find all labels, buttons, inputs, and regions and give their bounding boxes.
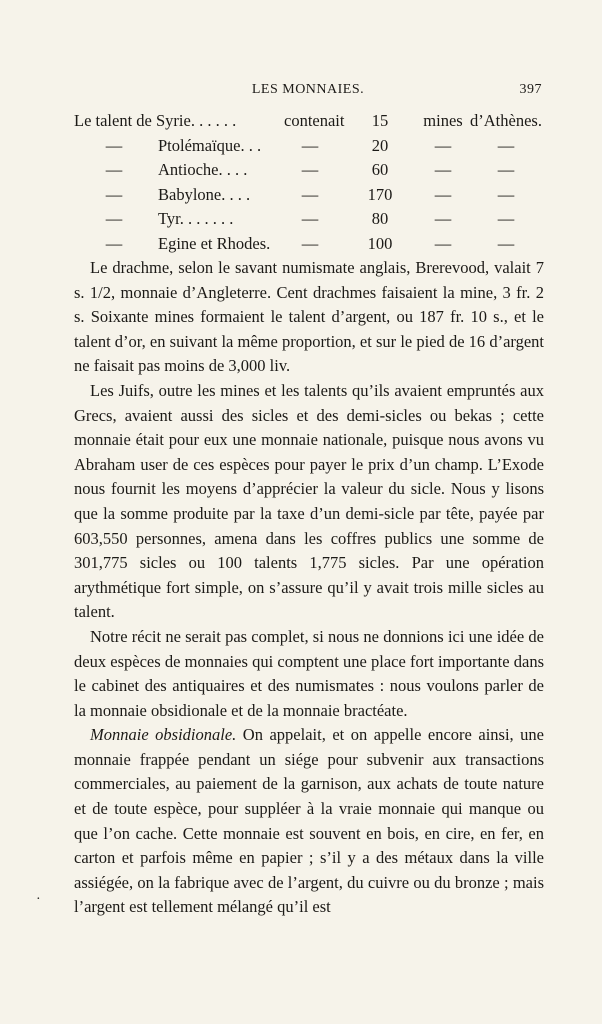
talent-name: Ptolémaïque. . . <box>158 135 262 155</box>
ditto-dash: — <box>301 209 319 228</box>
paragraph-text: Le drachme, selon le savant numismate anglais, Brerevood, valait 7 s. 1/2, monnaie d’Angleterre. Cent drachmes faisaient la mine, 3 fr. 2 s. Soixante mines formaient le talent d’argent, ou 187 fr. 10 s., et le talent d’or, en suivant la même proportion, et sur le pied de 16 d’argent ne faisait pas moins de 3,000 liv. <box>74 258 544 376</box>
talent-value: 80 <box>371 209 389 228</box>
talent-table <box>74 109 544 256</box>
ditto-dash: — <box>301 184 319 204</box>
paragraph <box>74 625 544 723</box>
paragraph <box>74 256 544 379</box>
talent-value: 15 <box>371 111 389 130</box>
talent-name: Babylone. . . . <box>158 184 251 204</box>
talent-city: d’Athènes. <box>470 111 542 130</box>
ditto-dash: — <box>301 135 319 155</box>
ditto-dash: — <box>105 135 123 155</box>
ditto-dash: — <box>497 209 515 228</box>
talent-unit: mines <box>423 111 463 130</box>
table-row <box>74 158 544 183</box>
ditto-dash: — <box>434 160 452 179</box>
ditto-dash: — <box>497 160 515 179</box>
talent-value: 60 <box>371 160 389 179</box>
talent-value: 100 <box>367 233 393 253</box>
section-run-in-heading: Monnaie obsidionale. <box>90 725 237 745</box>
paragraph <box>74 723 544 920</box>
ditto-dash: — <box>301 233 319 253</box>
table-row <box>74 109 544 134</box>
talent-name: Tyr. . . . . . . <box>158 209 234 228</box>
ditto-dash: — <box>434 209 452 228</box>
ditto-dash: — <box>434 184 452 204</box>
ditto-dash: — <box>497 233 515 253</box>
ditto-dash: — <box>105 184 123 204</box>
ditto-dash: — <box>105 160 123 179</box>
talent-name: Le talent de Syrie. . . . . . <box>74 111 237 130</box>
talent-name: Egine et Rhodes. <box>158 233 271 253</box>
paragraph-text: Notre récit ne serait pas complet, si nous ne donnions ici une idée de deux espèces de monnaies qui comptent une place fort importante dans le cabinet des antiquaires et des numismates : nous voulons parler de la monnaie obsidionale et de la monnaie bractéate. <box>74 626 544 720</box>
ditto-dash: — <box>301 160 319 179</box>
margin-mark: · <box>36 892 41 907</box>
talent-name: Antioche. . . . <box>158 160 248 179</box>
paragraph-text: On appelait, et on appelle encore ainsi, une monnaie frappée pendant un siége pour subvenir aux transactions commerciales, au paiement de la garnison, aux achats de toute nature et de toute espèce, pour suppléer à la vraie monnaie qui manque ou que l’on cache. Cette monnaie est souvent en bois, en cire, en fer, en carton et parfois même en papier ; s’il y a des métaux dans la ville assiégée, on la fabrique avec de l’argent, du cuivre ou du bronze ; mais l’argent est tellement mélangé qu’il est <box>74 725 545 917</box>
table-row <box>74 183 544 208</box>
table-row <box>74 134 544 159</box>
talent-value: 20 <box>371 135 389 155</box>
ditto-dash: — <box>434 233 452 253</box>
paragraph-text: Les Juifs, outre les mines et les talents qu’ils avaient empruntés aux Grecs, avaient aussi des sicles et des demi-sicles ou bekas ; cette monnaie était pour eux une monnaie nationale, puisque nous avons vu Abraham user de ces espèces pour payer le prix d’un champ. L’Exode nous fournit les moyens d’apprécier la valeur du sicle. Nous y lisons que la somme produite par la taxe d’un demi-sicle par tête, payée par 603,550 personnes, amena dans les coffres publics une somme de 301,775 sicles ou 100 talents 1,775 sicles. Par une opération arythmétique fort simple, on s’assure qu’il y avait trois mille sicles au talent. <box>74 380 544 622</box>
ditto-dash: — <box>105 233 123 253</box>
running-head <box>74 82 542 102</box>
ditto-dash: — <box>497 184 515 204</box>
talent-verb: contenait <box>284 111 345 130</box>
ditto-dash: — <box>105 209 123 228</box>
talent-value: 170 <box>367 184 393 204</box>
table-row <box>74 232 544 257</box>
ditto-dash: — <box>434 135 452 155</box>
ditto-dash: — <box>497 135 515 155</box>
paragraph <box>74 379 544 625</box>
table-row <box>74 207 544 232</box>
running-title: LES MONNAIES. <box>251 82 365 97</box>
page-number: 397 <box>519 82 542 97</box>
body-text <box>74 256 544 920</box>
